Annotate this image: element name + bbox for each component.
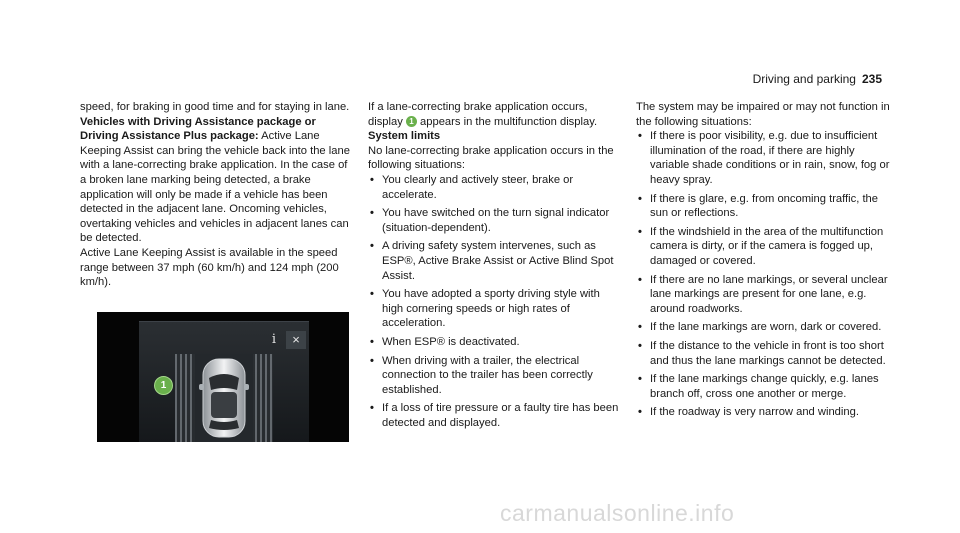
list-item: • You have adopted a sporty driving style with high cornering speeds or high rates of acceleration. <box>368 287 622 331</box>
display-intro-after: appears in the multifunction display. <box>420 115 598 128</box>
list-item: • If the windshield in the area of the multifunction camera is dirty, or if the camera is fogged up, damaged or covered. <box>636 225 890 269</box>
system-limits-heading: System limits <box>368 130 441 143</box>
list-item: • If the lane markings are worn, dark or covered. <box>636 320 890 335</box>
close-button[interactable]: × <box>286 331 306 349</box>
system-limits-list <box>368 173 622 431</box>
car-icon <box>197 356 251 440</box>
column-3 <box>636 100 890 424</box>
list-item: • When ESP® is deactivated. <box>368 335 622 350</box>
impairment-intro: The system may be impaired or may not function in the following situations: <box>636 101 890 128</box>
page-header <box>753 72 882 86</box>
section-title: Driving and parking <box>752 72 856 86</box>
page-number: 235 <box>861 72 882 86</box>
vehicles-heading: Vehicles with Driving Assistance package or Driving Assistance Plus package: <box>80 115 316 143</box>
watermark: carmanualsonline.info <box>500 500 735 526</box>
display-intro-before: If a lane-correcting brake application occurs, display <box>368 101 588 128</box>
list-item: • A driving safety system intervenes, such as ESP®, Active Brake Assist or Active Blind Spot Assist. <box>368 239 622 283</box>
list-item: • If the roadway is very narrow and winding. <box>636 405 890 420</box>
vehicles-text: Active Lane Keeping Assist can bring the vehicle back into the lane with a lane-correcting brake application. In the case of a broken lane marking being detected, a brake application will only be made if a vehicle has been detected in the adjacent lane. Oncoming vehicles, overtaking vehicles and vehicles in adjacent lanes can be detected. <box>80 130 350 245</box>
availability-text: Active Lane Keeping Assist is available in the speed range between 37 mph (60 km/h) and 124 mph (200 km/h). <box>80 246 339 289</box>
list-item: • If the distance to the vehicle in front is too short and thus the lane markings cannot be detected. <box>636 339 890 368</box>
system-limits-intro: No lane-correcting brake application occurs in the following situations: <box>368 144 614 172</box>
list-item: • If a loss of tire pressure or a faulty tire has been detected and displayed. <box>368 401 622 430</box>
column-2 <box>368 100 622 434</box>
info-button[interactable]: i <box>271 332 277 347</box>
multifunction-display-figure <box>97 312 349 442</box>
column-1 <box>80 100 352 290</box>
list-item: • If the lane markings change quickly, e.g. lanes branch off, cross one another or merge. <box>636 372 890 401</box>
impairment-list <box>636 129 890 420</box>
list-item: • You clearly and actively steer, brake or accelerate. <box>368 173 622 202</box>
figure-callout-1: 1 <box>154 376 173 395</box>
list-item: • If there is poor visibility, e.g. due to insufficient illumination of the road, if there are highly variable shade conditions or in rain, snow, fog or heavy spray. <box>636 129 890 187</box>
callout-1-badge: 1 <box>406 116 417 127</box>
list-item: • If there are no lane markings, or several unclear lane markings are present for one lane, e.g. around roadworks. <box>636 273 890 317</box>
intro-text: speed, for braking in good time and for staying in lane. <box>80 101 350 113</box>
list-item: • You have switched on the turn signal indicator (situation-dependent). <box>368 206 622 235</box>
list-item: • If there is glare, e.g. from oncoming traffic, the sun or reflections. <box>636 192 890 221</box>
list-item: • When driving with a trailer, the electrical connection to the trailer has been correctly established. <box>368 354 622 398</box>
